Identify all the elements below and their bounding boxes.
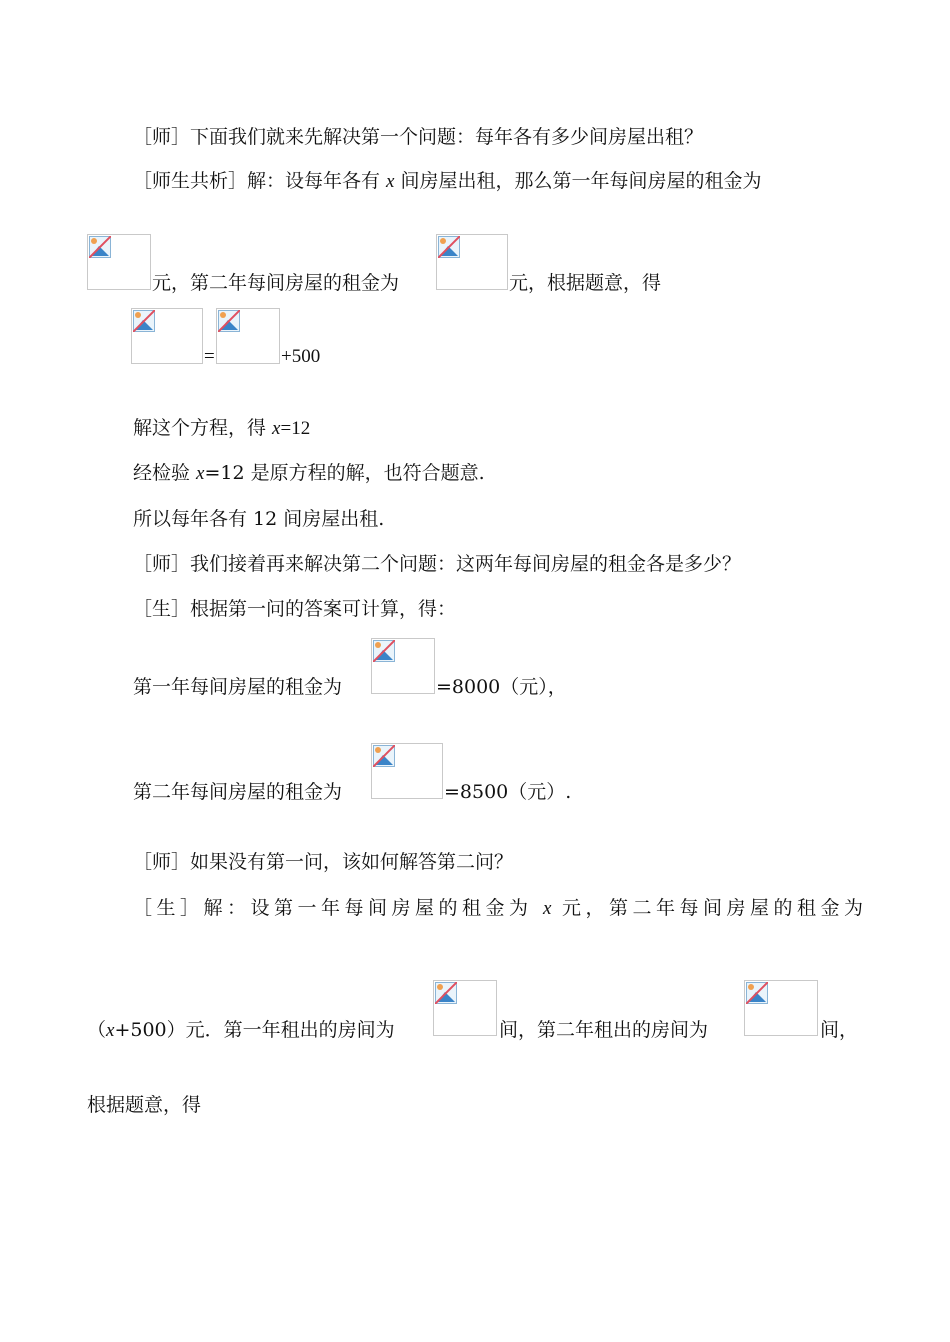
formula-image-equation-right <box>216 308 280 364</box>
paragraph-teacher-question-3 <box>133 850 513 874</box>
broken-image-icon <box>89 236 111 258</box>
text: 间，第二年租出的房间为 <box>499 1019 709 1041</box>
broken-image-icon <box>746 982 768 1004</box>
text-line-14c <box>820 1018 858 1042</box>
text: 经检验 <box>133 462 197 484</box>
plus-500 <box>281 345 320 369</box>
text: ［师］如果没有第一问，该如何解答第二问？ <box>133 851 514 873</box>
paragraph-conclusion-1 <box>133 507 384 531</box>
text-line-3b <box>509 271 661 295</box>
text-second-year-rent-value <box>444 780 571 804</box>
text: +500）元．第一年租出的房间为 <box>114 1019 395 1041</box>
text: ［生］根据第一问的答案可计算，得： <box>133 598 457 620</box>
variable-x: x <box>196 463 205 484</box>
text: ［师生共析］解：设每年各有 <box>133 170 387 192</box>
paragraph-solve-equation <box>133 416 310 441</box>
formula-image-first-year-rooms <box>433 980 497 1036</box>
text: =8000（元）， <box>436 676 567 698</box>
formula-image-second-year-rent <box>436 234 508 290</box>
text: ［生］解：设第一年每间房屋的租金为 <box>133 897 544 919</box>
text-line-14a <box>87 1018 395 1043</box>
text-line-3a <box>152 271 399 295</box>
formula-image-second-year-calc <box>371 743 443 799</box>
text: =8500（元）. <box>444 781 572 803</box>
text: 间， <box>820 1019 859 1041</box>
text: 第二年每间房屋的租金为 <box>133 781 343 803</box>
variable-x: x <box>106 1020 115 1041</box>
paragraph-student-answer <box>133 597 456 621</box>
text: =12 <box>280 418 311 439</box>
broken-image-icon <box>435 982 457 1004</box>
text-line-14b <box>499 1018 708 1042</box>
text: = <box>204 346 215 367</box>
paragraph-according-to-problem <box>87 1093 201 1117</box>
formula-image-equation-left <box>131 308 203 364</box>
paragraph-student-solution <box>133 896 863 921</box>
text: 所以每年各有 12 间房屋出租. <box>133 508 385 530</box>
broken-image-icon <box>373 640 395 662</box>
text-first-year-rent-value <box>436 675 567 699</box>
paragraph-teacher-question-1 <box>133 125 703 149</box>
text: 解这个方程，得 <box>133 417 273 439</box>
text: +500 <box>281 346 321 367</box>
variable-x: x <box>543 898 552 919</box>
paragraph-joint-analysis <box>133 169 762 194</box>
equals-sign <box>204 345 215 369</box>
broken-image-icon <box>438 236 460 258</box>
text: 元，第二年每间房屋的租金为 <box>152 272 400 294</box>
text: =12 是原方程的解，也符合题意. <box>204 462 485 484</box>
variable-x: x <box>386 171 395 192</box>
text: 元，根据题意，得 <box>509 272 662 294</box>
text: 元，第二年每间房屋的租金为 <box>551 897 863 919</box>
text-second-year-rent-label <box>133 780 342 804</box>
broken-image-icon <box>133 310 155 332</box>
variable-x: x <box>272 418 281 439</box>
text: ［师］下面我们就来先解决第一个问题：每年各有多少间房屋出租？ <box>133 126 704 148</box>
justified-line <box>133 896 863 921</box>
broken-image-icon <box>373 745 395 767</box>
formula-image-first-year-rent <box>87 234 151 290</box>
text-first-year-rent-label <box>133 675 342 699</box>
formula-image-first-year-calc <box>371 638 435 694</box>
formula-image-second-year-rooms <box>744 980 818 1036</box>
broken-image-icon <box>218 310 240 332</box>
paragraph-verification <box>133 461 485 486</box>
paragraph-teacher-question-2 <box>133 552 741 576</box>
text: 第一年每间房屋的租金为 <box>133 676 343 698</box>
text: （ <box>87 1019 107 1041</box>
text: 间房屋出租，那么第一年每间房屋的租金为 <box>394 170 762 192</box>
text: ［师］我们接着再来解决第二个问题：这两年每间房屋的租金各是多少？ <box>133 553 742 575</box>
text: 根据题意，得 <box>87 1094 202 1116</box>
